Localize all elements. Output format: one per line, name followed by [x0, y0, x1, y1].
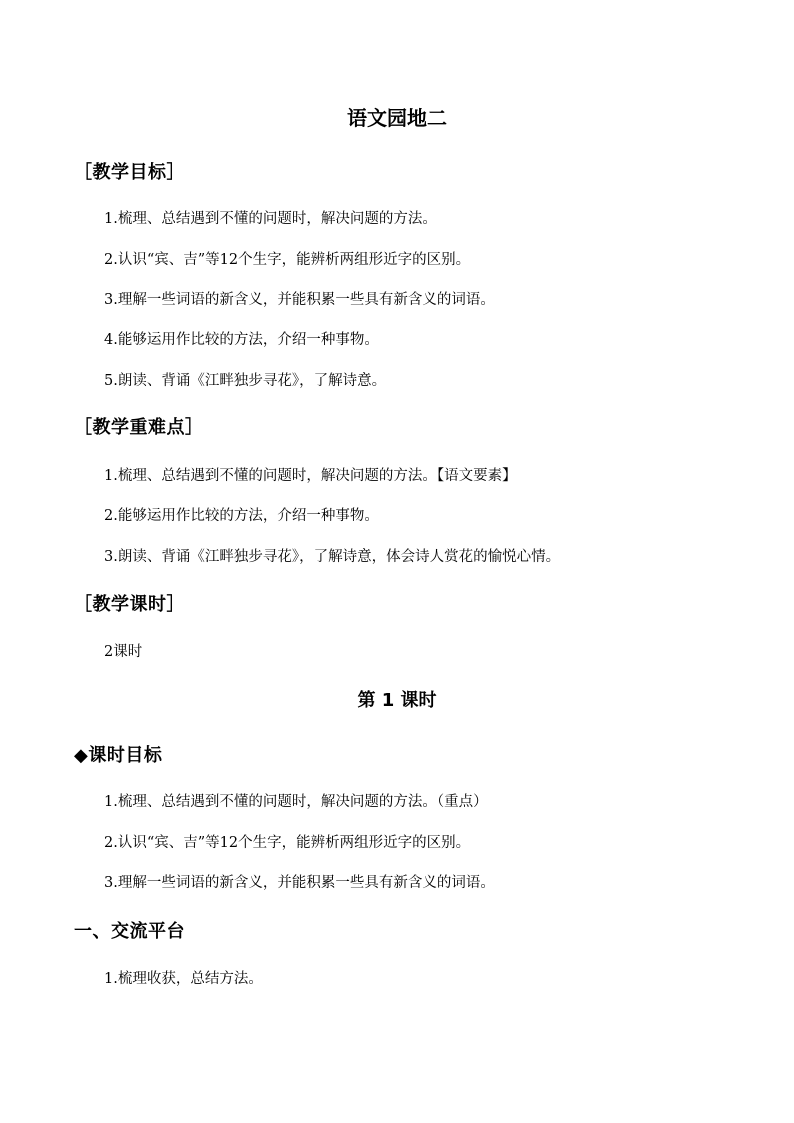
list-item: 1.梳理、总结遇到不懂的问题时，解决问题的方法。【语文要素】 — [104, 468, 517, 484]
lesson-title: 第 1 课时 — [357, 690, 437, 711]
list-item: 1.梳理、总结遇到不懂的问题时，解决问题的方法。（重点） — [104, 794, 488, 810]
part-heading-exchange-platform: 一、交流平台 — [74, 921, 185, 942]
list-item: 2.能够运用作比较的方法，介绍一种事物。 — [104, 508, 379, 524]
list-item: 3.朗读、背诵《江畔独步寻花》，了解诗意，体会诗人赏花的愉悦心情。 — [104, 549, 561, 565]
list-item: 2课时 — [104, 644, 143, 660]
lesson-goals-heading: ◆课时目标 — [74, 745, 163, 766]
list-item: 1.梳理收获，总结方法。 — [104, 971, 263, 987]
section-heading-class-hours: ［教学课时］ — [74, 594, 185, 615]
page-title: 语文园地二 — [347, 106, 447, 130]
list-item: 5.朗读、背诵《江畔独步寻花》，了解诗意。 — [104, 373, 387, 389]
list-item: 3.理解一些词语的新含义，并能积累一些具有新含义的词语。 — [104, 875, 495, 891]
section-heading-teaching-goals: ［教学目标］ — [74, 162, 185, 183]
list-item: 3.理解一些词语的新含义，并能积累一些具有新含义的词语。 — [104, 292, 495, 308]
list-item: 4.能够运用作比较的方法，介绍一种事物。 — [104, 332, 379, 348]
section-heading-key-points: ［教学重难点］ — [74, 417, 204, 438]
list-item: 2.认识“宾、吉”等12个生字，能辨析两组形近字的区别。 — [104, 252, 471, 268]
list-item: 1.梳理、总结遇到不懂的问题时，解决问题的方法。 — [104, 211, 437, 227]
list-item: 2.认识“宾、吉”等12个生字，能辨析两组形近字的区别。 — [104, 835, 471, 851]
